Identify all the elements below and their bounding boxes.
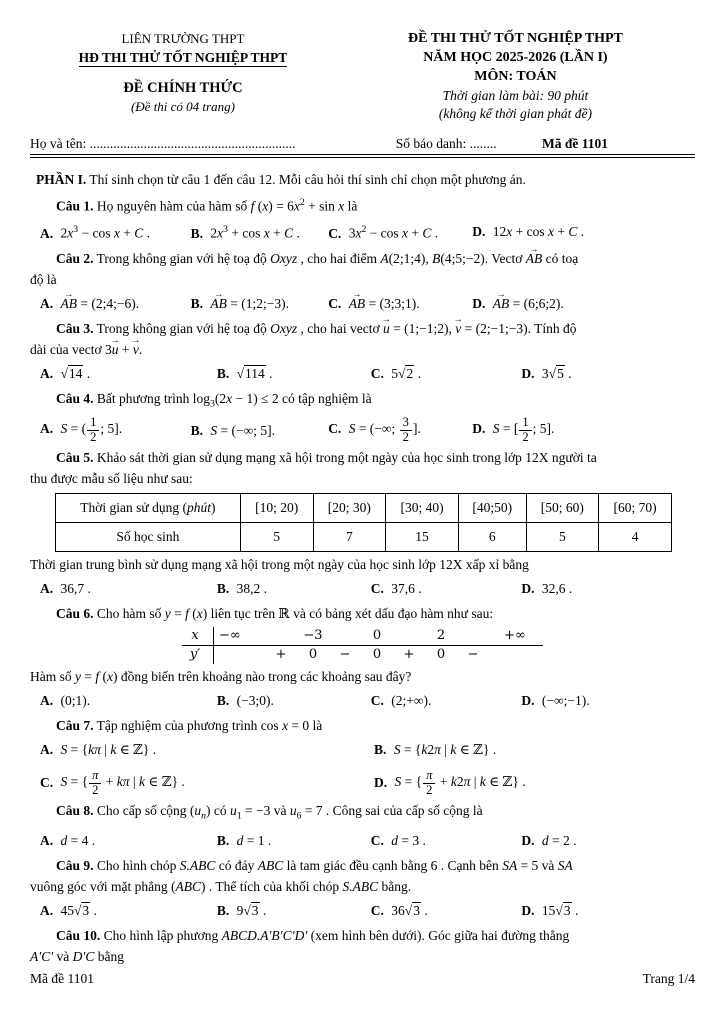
question-5-table-cell: [40;50) xyxy=(458,494,526,523)
question-2 xyxy=(30,248,695,315)
question-9-option-a: A. 45√3 . xyxy=(40,903,97,919)
question-5-table-cell: 5 xyxy=(240,523,313,552)
sign-y-cell xyxy=(487,646,543,665)
question-2-stem: Câu 2. Trong không gian với hệ toạ độ Oxyz , cho hai điểm A(2;1;4), B(4;5;−2). Vectơ AB → có toạ xyxy=(30,248,695,269)
question-5-option-c: C. 37,6 . xyxy=(370,581,422,597)
question-4-option-a: A. S = ( $\frac{1}{2}$ ; 5]. xyxy=(40,415,123,444)
question-1-option-d: D. 12x + cos x + C . xyxy=(472,223,585,239)
question-3-options xyxy=(30,362,695,385)
question-6-option-d: D. (−∞;−1). xyxy=(521,693,590,709)
question-5-stem: Câu 5. Khảo sát thời gian sử dụng mạng xã hội trong một ngày của học sinh trong lớp 12X người ta xyxy=(56,450,597,466)
question-9-option-c: C. 36√3 . xyxy=(370,903,428,919)
question-4-options xyxy=(30,416,695,444)
sign-x-cell: 0 xyxy=(359,627,395,646)
question-5-option-d: D. 32,6 . xyxy=(521,581,573,597)
question-3-option-c: C. 5√2 . xyxy=(370,365,421,381)
sign-x-cell xyxy=(459,627,487,646)
question-3-option-b: B. √114 . xyxy=(216,365,273,381)
question-4 xyxy=(30,388,695,445)
pages-note: (Đề thi có 04 trang) xyxy=(130,99,235,115)
exam-title: ĐỀ THI THỬ TỐT NGHIỆP THPT xyxy=(408,31,623,46)
question-4-stem: Câu 4. Bất phương trình $\log_3(2x - 1) \le 2$ có tập nghiệm là xyxy=(56,390,372,410)
question-9-options xyxy=(30,899,695,922)
questions xyxy=(30,192,695,968)
question-7-stem: Câu 7. Tập nghiệm của phương trình cos x = 0 là xyxy=(56,718,323,734)
question-8-option-c: C. d = 3 . xyxy=(370,833,426,849)
official-exam-label: ĐỀ CHÍNH THỨC xyxy=(123,79,243,96)
page-footer xyxy=(30,970,695,988)
footer-exam-code: Mã đề 1101 xyxy=(30,970,94,986)
question-7-option-a: A. S = {kπ | k ∈ ℤ} . xyxy=(40,742,157,758)
sign-y-cell: 0 xyxy=(436,647,446,663)
question-6-option-c: C. (2;+∞). xyxy=(370,693,432,709)
sign-y-cell: 0 xyxy=(308,647,318,663)
candidate-name-line: Họ và tên: ............................................................. xyxy=(30,136,296,152)
sign-y-cell: + xyxy=(403,647,415,663)
question-5-table-cell: Thời gian sử dụng (phút) xyxy=(56,494,241,523)
question-8 xyxy=(30,800,695,852)
question-2-stem: độ là xyxy=(30,271,57,287)
question-5-table-row xyxy=(56,494,672,523)
question-7-options xyxy=(30,738,695,797)
question-5-stem: thu được mẫu số liệu như sau: xyxy=(30,471,193,487)
question-5-frequency-table xyxy=(55,493,672,552)
question-6-stem-continued: Hàm số y = f (x) đồng biến trên khoảng nào trong các khoảng sau đây? xyxy=(30,669,412,685)
question-4-option-c: C. S = (−∞; $\frac{3}{2}$ ]. xyxy=(328,415,421,444)
question-6-options xyxy=(30,689,695,712)
question-1-option-c: C. $3x^2 - \cos x + C$ . xyxy=(328,224,439,241)
question-1-option-a: A. $2x^3 - \cos x + C$ . xyxy=(40,224,150,241)
sign-x-cell: +∞ xyxy=(487,627,543,646)
candidate-info-row xyxy=(30,135,695,153)
sign-x-label: x xyxy=(182,627,214,646)
question-7-option-b: B. S = {k2π | k ∈ ℤ} . xyxy=(374,742,497,758)
question-9 xyxy=(30,855,695,922)
question-5-option-a: A. 36,7 . xyxy=(40,581,91,597)
header-left-block xyxy=(30,30,336,123)
question-1-stem: Câu 1. Họ nguyên hàm của hàm số f $(x) = 6x^2 + \sin x$ là xyxy=(56,196,358,214)
question-9-stem: vuông góc với mặt phẳng (ABC) . Thể tích của khối chóp S.ABC bằng. xyxy=(30,879,412,895)
duration-note: (không kể thời gian phát đề) xyxy=(438,105,592,121)
header-right-block xyxy=(336,30,695,123)
question-6-sign-y-row xyxy=(182,646,543,665)
question-9-option-d: D. 15√3 . xyxy=(521,903,579,919)
question-2-option-b: B. AB → = (1;2;−3). xyxy=(191,292,329,315)
question-1-option-b: B. $2x^3 + \cos x + C$ . xyxy=(190,224,300,241)
sign-y-cell: − xyxy=(339,647,351,663)
candidate-number-line: Số báo danh: ........ xyxy=(395,136,497,152)
sign-x-cell: −∞ xyxy=(214,627,268,646)
part1-heading: PHẦN I. Thí sinh chọn từ câu 1 đến câu 12. Mỗi câu hỏi thí sinh chỉ chọn một phương án. xyxy=(36,172,526,188)
school-year: NĂM HỌC 2025-2026 (LẦN I) xyxy=(423,49,608,65)
question-7 xyxy=(30,715,695,797)
question-1-options xyxy=(30,218,695,245)
question-5-table-cell: Số học sinh xyxy=(56,523,241,552)
exam-code-badge: Mã đề 1101 xyxy=(542,136,609,152)
question-5-table-cell: [50; 60) xyxy=(526,494,599,523)
sign-y-cell: − xyxy=(467,647,479,663)
question-3-stem: dài của vectơ 3u → + v →. xyxy=(30,339,695,360)
question-6-sign-x-row xyxy=(182,627,543,646)
subject-label: MÔN: TOÁN xyxy=(474,68,557,84)
question-5-option-b: B. 38,2 . xyxy=(216,581,267,597)
question-3-stem: Câu 3. Trong không gian với hệ toạ độ Oxyz , cho hai vectơ u → = (1;−1;2), v → = (2;−1;−3). Tính độ xyxy=(30,318,695,339)
question-8-stem: Câu 8. Cho cấp số cộng $(u_n)$ có $u_1 = -3$ và $u_6 = 7$ . Công sai của cấp số cộng là xyxy=(56,803,483,823)
question-5-table-cell: 5 xyxy=(526,523,599,552)
question-8-option-d: D. d = 2 . xyxy=(521,833,577,849)
question-10-stem: Câu 10. Cho hình lập phương ABCD.A′B′C′D′ (xem hình bên dưới). Góc giữa hai đường thẳng xyxy=(56,928,570,944)
question-6-option-a: A. (0;1). xyxy=(40,693,91,709)
question-5-stem-continued: Thời gian trung bình sử dụng mạng xã hội trong một ngày của học sinh lớp 12X xấp xỉ bằng xyxy=(30,557,529,573)
question-5-table-cell: 7 xyxy=(313,523,386,552)
question-4-option-d: D. S = [ $\frac{1}{2}$ ; 5]. xyxy=(472,415,555,444)
exam-board-name: HĐ THI THỬ TỐT NGHIỆP THPT xyxy=(78,49,288,65)
sign-y-cell xyxy=(214,646,268,665)
question-5 xyxy=(30,447,695,600)
duration-label: Thời gian làm bài: 90 phút xyxy=(442,87,589,103)
sign-x-cell: 2 xyxy=(423,627,459,646)
question-6-option-b: B. (−3;0). xyxy=(216,693,274,709)
question-6-stem: Câu 6. Cho hàm số y = f (x) liên tục trên ℝ và có bảng xét dấu đạo hàm như sau: xyxy=(56,606,494,622)
question-4-option-b: B. S = (−∞; 5]. xyxy=(190,422,275,438)
question-10-stem: A′C′ và D′C bằng xyxy=(30,949,125,965)
question-5-table-cell: [60; 70) xyxy=(599,494,672,523)
question-8-options xyxy=(30,829,695,852)
sign-y-label: y′ xyxy=(182,646,214,665)
question-5-table-cell: 4 xyxy=(599,523,672,552)
question-5-table-cell: [10; 20) xyxy=(240,494,313,523)
question-6 xyxy=(30,603,695,712)
sign-y-cell: + xyxy=(275,647,287,663)
question-8-option-b: B. d = 1 . xyxy=(216,833,272,849)
question-3 xyxy=(30,318,695,385)
question-2-option-c: C. AB → = (3;3;1). xyxy=(328,292,472,315)
question-5-table-cell: [30; 40) xyxy=(386,494,459,523)
question-7-option-d: D. S = { $\frac{\pi}{2}$ + k2π | k ∈ ℤ} . xyxy=(374,768,526,797)
question-2-option-a: A. AB → = (2;4;−6). xyxy=(40,292,191,315)
exam-header xyxy=(30,30,695,123)
question-6-sign-table xyxy=(182,627,543,664)
question-7-option-c: C. S = { $\frac{\pi}{2}$ + kπ | k ∈ ℤ} . xyxy=(40,768,185,797)
sign-x-cell: −3 xyxy=(295,627,331,646)
question-8-option-a: A. d = 4 . xyxy=(40,833,96,849)
question-3-option-d: D. 3√5 . xyxy=(521,365,572,381)
question-5-table-cell: 6 xyxy=(458,523,526,552)
sign-y-cell: 0 xyxy=(372,647,382,663)
school-name: LIÊN TRƯỜNG THPT xyxy=(121,31,245,46)
sign-x-cell xyxy=(331,627,359,646)
question-5-table-cell: 15 xyxy=(386,523,459,552)
question-1 xyxy=(30,192,695,245)
question-9-option-b: B. 9√3 . xyxy=(216,903,267,919)
header-divider xyxy=(30,154,695,158)
question-9-stem: Câu 9. Cho hình chóp S.ABC có đáy ABC là tam giác đều cạnh bằng 6 . Cạnh bên SA = 5 và SA xyxy=(56,858,573,874)
question-5-table-row xyxy=(56,523,672,552)
question-5-options xyxy=(30,577,695,600)
footer-page-number: Trang 1/4 xyxy=(642,970,695,986)
sign-x-cell xyxy=(267,627,295,646)
question-10 xyxy=(30,925,695,967)
question-2-option-d: D. AB → = (6;6;2). xyxy=(472,292,695,315)
sign-x-cell xyxy=(395,627,423,646)
question-3-option-a: A. √14 . xyxy=(40,365,91,381)
question-5-table-cell: [20; 30) xyxy=(313,494,386,523)
question-2-options xyxy=(30,292,695,315)
